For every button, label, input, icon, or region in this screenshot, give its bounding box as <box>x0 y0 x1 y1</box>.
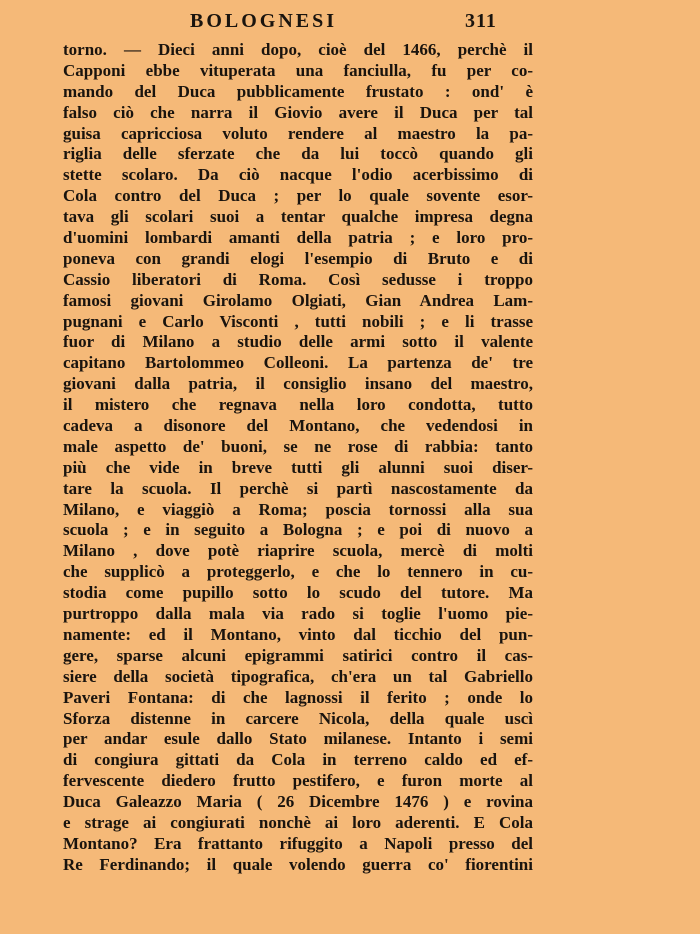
text-line: siere della società tipografica, ch'era un tal Gabriello <box>63 666 533 686</box>
text-line: famosi giovani Girolamo Olgiati, Gian Andrea Lam- <box>63 290 533 310</box>
text-line: tava gli scolari suoi a tentar qualche impresa degna <box>63 207 533 227</box>
text-line: Montano? Era frattanto rifuggito a Napoli presso del <box>63 833 533 853</box>
text-line: guisa capricciosa voluto rendere al maestro la pa- <box>63 123 533 143</box>
text-line: poneva con grandi elogi l'esempio di Bruto e di <box>63 248 533 268</box>
text-line: namente: ed il Montano, vinto dal ticchio del pun- <box>63 624 533 644</box>
text-line: Cassio liberatori di Roma. Così sedusse i troppo <box>63 269 533 289</box>
text-line: Sforza distenne in carcere Nicola, della quale uscì <box>63 708 533 728</box>
text-line: scuola ; e in seguito a Bologna ; e poi di nuovo a <box>63 520 533 540</box>
page-number: 311 <box>465 10 497 32</box>
text-line: falso ciò che narra il Giovio avere il Duca per tal <box>63 102 533 122</box>
text-line: male aspetto de' buoni, se ne rose di rabbia: tanto <box>63 436 533 456</box>
text-line: di congiura gittati da Cola in terreno caldo ed ef- <box>63 750 533 770</box>
text-line: Paveri Fontana: di che lagnossi il ferito ; onde lo <box>63 687 533 707</box>
text-line: purtroppo dalla mala via rado si toglie l'uomo pie- <box>63 604 533 624</box>
page-header <box>0 8 700 38</box>
text-line: Cola contro del Duca ; per lo quale sovente esor- <box>63 186 533 206</box>
text-line: fuor di Milano a studio delle armi sotto il valente <box>63 332 533 352</box>
text-line: per andar esule dallo Stato milanese. Intanto i semi <box>63 729 533 749</box>
text-line: riglia delle sferzate che da lui toccò quando gli <box>63 144 533 164</box>
text-line: capitano Bartolommeo Colleoni. La partenza de' tre <box>63 353 533 373</box>
text-line: più che vide in breve tutti gli alunni suoi diser- <box>63 457 533 477</box>
text-line: Capponi ebbe vituperata una fanciulla, fu per co- <box>63 60 533 80</box>
text-line: Duca Galeazzo Maria ( 26 Dicembre 1476 ) e rovina <box>63 792 533 812</box>
text-line: torno. — Dieci anni dopo, cioè del 1466, perchè il <box>63 40 533 59</box>
text-line: Milano , dove potè riaprire scuola, mercè di molti <box>63 541 533 561</box>
text-line: e strage ai congiurati nonchè ai loro aderenti. E Cola <box>63 812 533 832</box>
text-line: Milano, e viaggiò a Roma; poscia tornossi alla sua <box>63 499 533 519</box>
body-text <box>63 40 533 876</box>
text-line: tare la scuola. Il perchè si partì nascostamente da <box>63 478 533 498</box>
text-line: giovani dalla patria, il consiglio insano del maestro, <box>63 374 533 394</box>
running-title: BOLOGNESI <box>190 10 338 32</box>
text-line: stodia come pupillo sotto lo scudo del tutore. Ma <box>63 583 533 603</box>
text-line: Re Ferdinando; il quale volendo guerra co' fiorentini <box>63 854 533 874</box>
text-line: gere, sparse alcuni epigrammi satirici contro il cas- <box>63 645 533 665</box>
text-line: il mistero che regnava nella loro condotta, tutto <box>63 395 533 415</box>
text-line: mando del Duca pubblicamente frustato : ond' è <box>63 81 533 101</box>
text-line: cadeva a disonore del Montano, che vedendosi in <box>63 416 533 436</box>
text-line: pugnani e Carlo Visconti , tutti nobili ; e li trasse <box>63 311 533 331</box>
text-line: fervescente diedero frutto pestifero, e furon morte al <box>63 771 533 791</box>
text-line: che supplicò a proteggerlo, e che lo tennero in cu- <box>63 562 533 582</box>
text-line: stette scolaro. Da ciò nacque l'odio acerbissimo di <box>63 165 533 185</box>
text-line: d'uomini lombardi amanti della patria ; e loro pro- <box>63 228 533 248</box>
